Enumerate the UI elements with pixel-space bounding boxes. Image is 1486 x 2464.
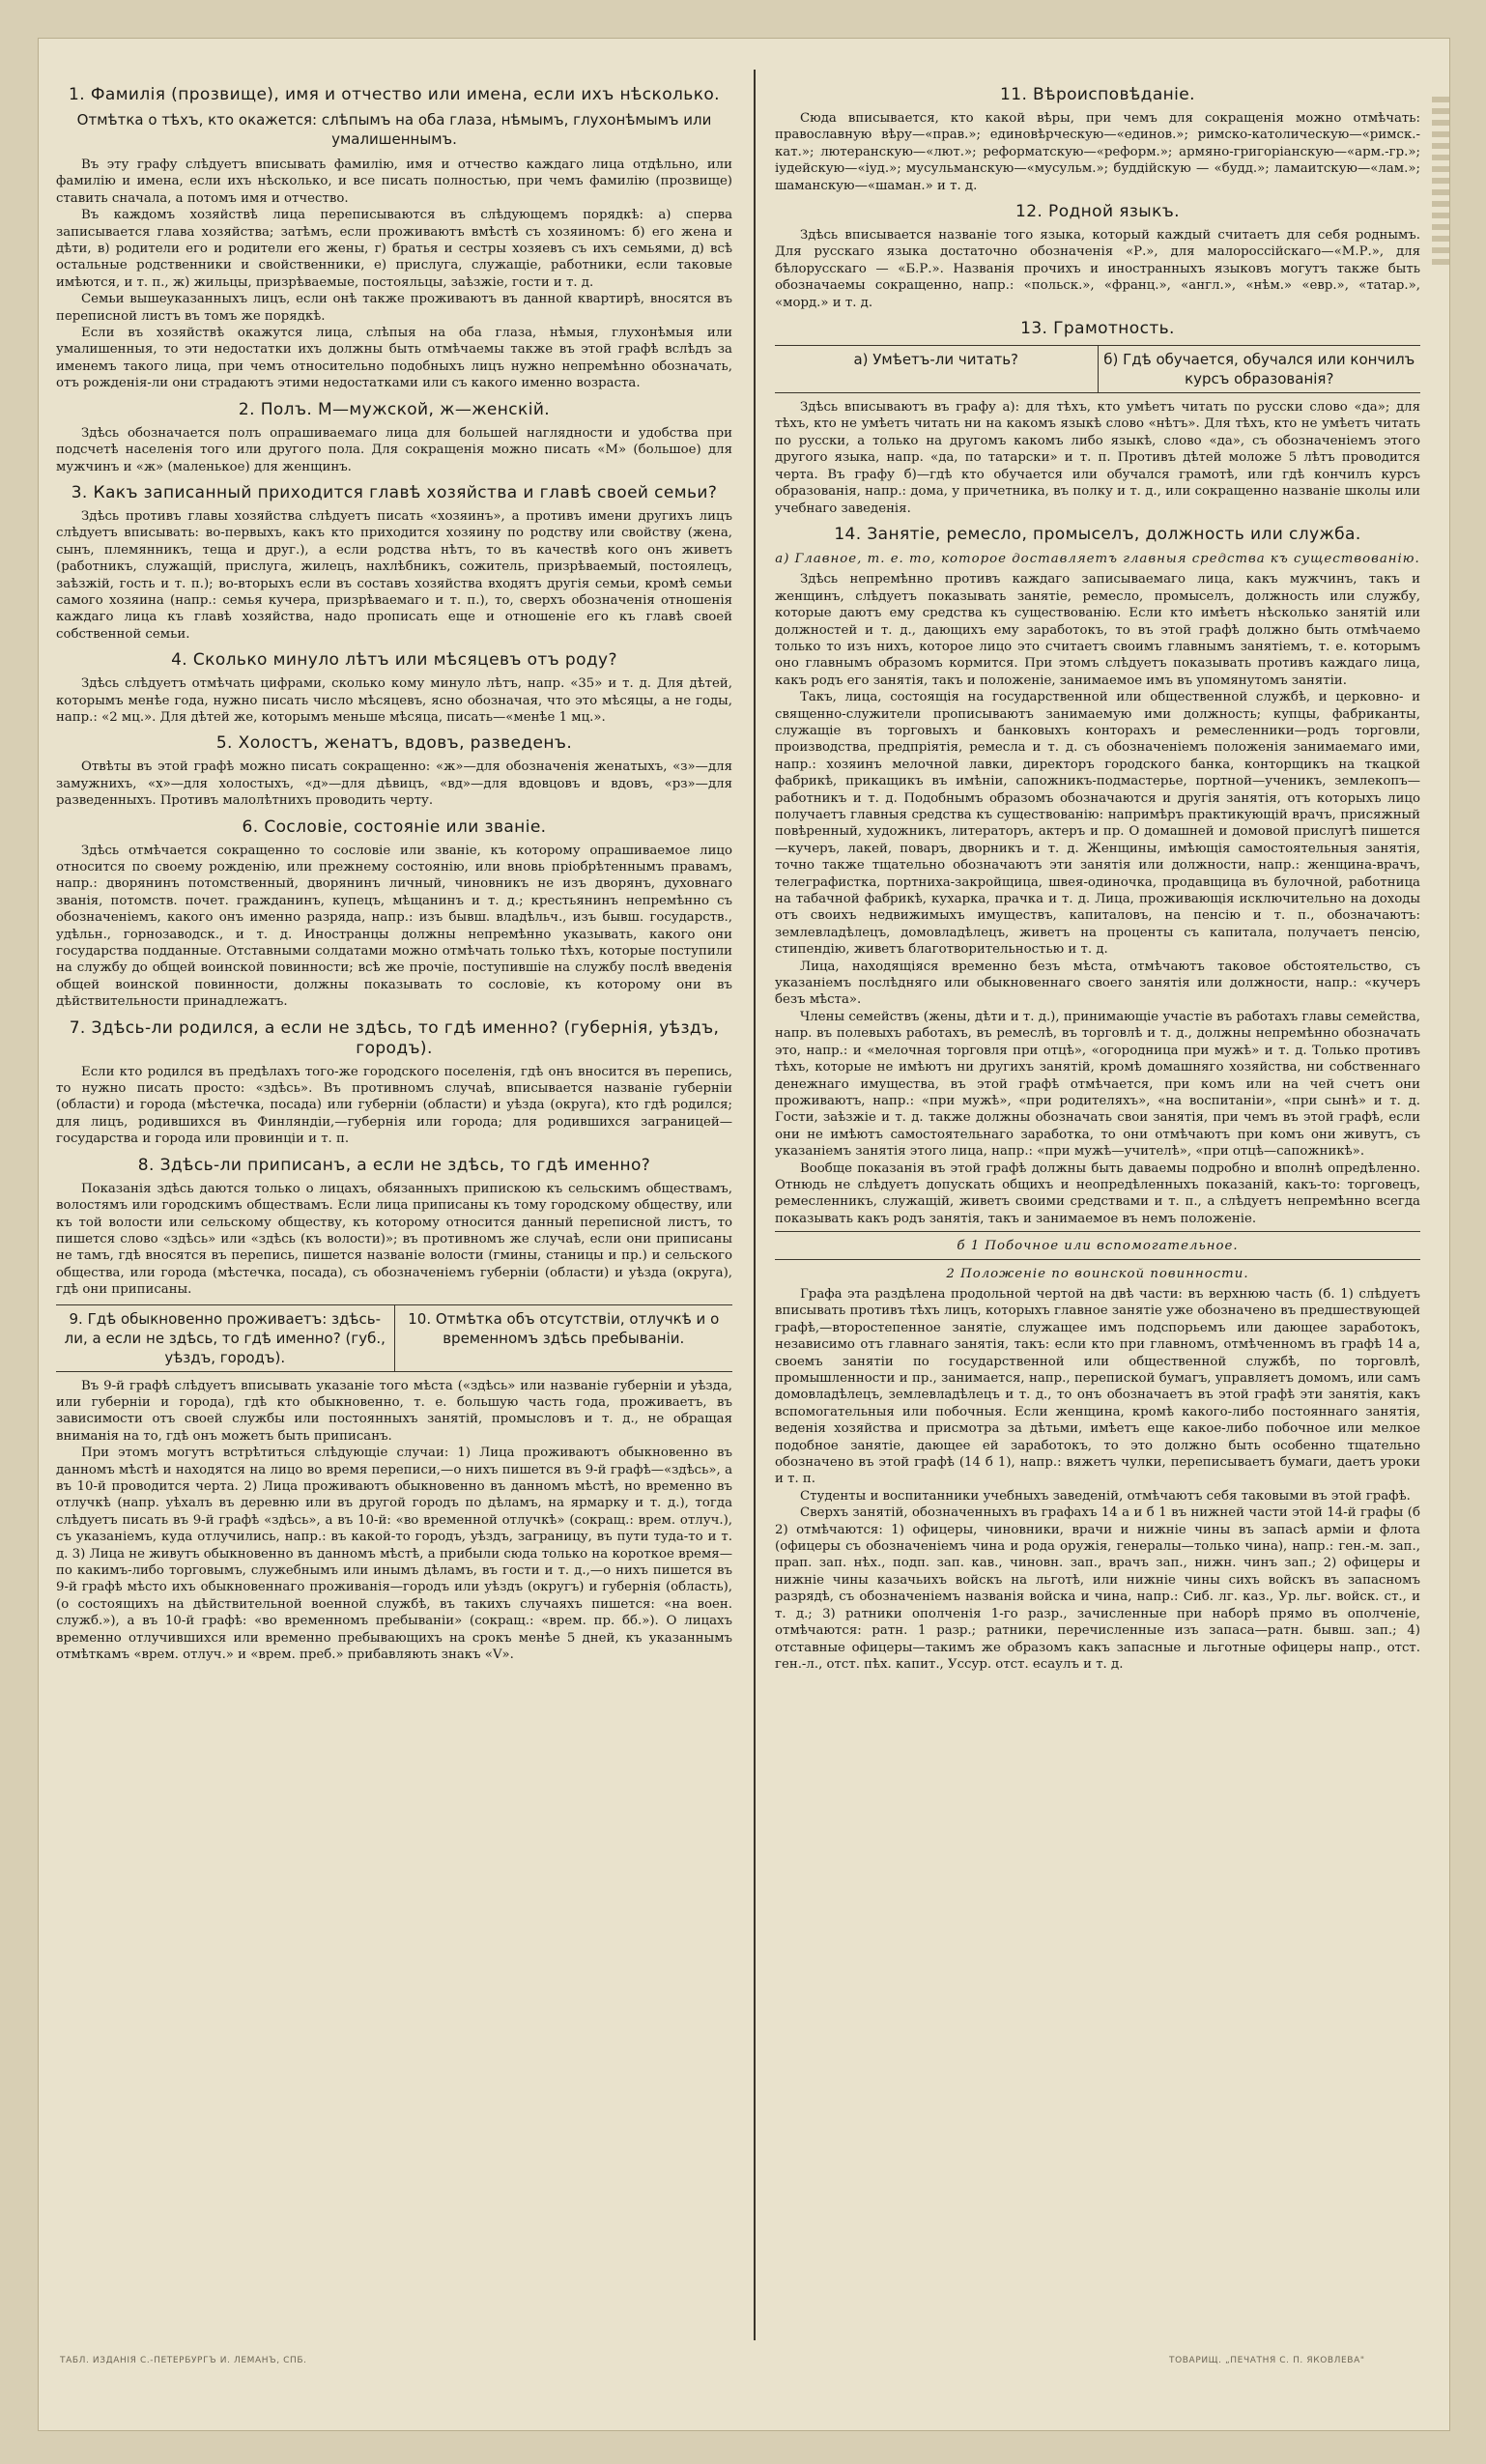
section-13-paragraph: Здѣсь вписываютъ въ графу а): для тѣхъ, кто умѣетъ читать по русски слово «да»; для тѣхъ, кто не умѣетъ читать ни на какомъ языкѣ слово «нѣтъ». Для тѣхъ, кто не умѣетъ читать по русски, а только на другомъ какомъ либо языкѣ, слово «да», съ обозначеніемъ этого другого языка, напр. «да, по татарски» и т. п. Противъ дѣтей моложе 5 лѣтъ проводится черта. Въ графу б)—гдѣ кто обучается или обучался грамотѣ, или гдѣ кончилъ курсъ образованія, напр.: дома, у причетника, въ полку и т. д., или сокращенно названіе школы или учебнаго заведенія.: [775, 400, 1420, 516]
right-column: [775, 77, 1420, 1673]
section-3-paragraph: Здѣсь противъ главы хозяйства слѣдуетъ писать «хозяинъ», а противъ имени другихъ лицъ слѣдуетъ вписывать: во-первыхъ, какъ кто приходится хозяину по родству или свойству (жена, сынъ, племянникъ, теща и друг.), а если родства нѣтъ, то въ качествѣ кого онъ живетъ (работникъ, служащій, прислуга, жилецъ, нахлѣбникъ, сожитель, призрѣваемый, постоялецъ, заѣзжій, гость и т. п.); во-вторыхъ если въ составъ хозяйства входятъ другія семьи, кромѣ семьи самого хозяина (напр.: семья кучера, призрѣваемаго и т. п.), то, сверхъ обозначенія отношенія каждаго лица къ главѣ хозяйства, надо прописать еще и отношеніе его къ главѣ своей собственной семьи.: [56, 508, 732, 642]
section-2-paragraph: Здѣсь обозначается полъ опрашиваемаго лица для большей наглядности и удобства при подсчетѣ населенія того или другого пола. Для сокращенія можно писать «М» (большое) для мужчинъ и «ж» (маленькое) для женщинъ.: [56, 425, 732, 474]
divider: [775, 1259, 1420, 1260]
section-1-paragraph: Въ каждомъ хозяйствѣ лица переписываются въ слѣдующемъ порядкѣ: а) сперва записывается глава хозяйства; затѣмъ, если проживаютъ вмѣстѣ съ хозяиномъ: б) его жена и дѣти, в) родители его и родители его жены, г) братья и сестры хозяевъ съ ихъ семьями, д) всѣ остальные родственники и свойственники, е) прислуга, служащіе, работники, если таковые имѣются, и т. п., ж) жильцы, призрѣваемые, постояльцы, заѣзжіе, гости и т. д.: [56, 208, 732, 290]
section-13-subheader: [775, 345, 1420, 393]
section-4-title: 4. Сколько минуло лѣтъ или мѣсяцевъ отъ роду?: [171, 650, 617, 671]
section-6-title: 6. Сословіе, состояніе или званіе.: [242, 817, 547, 837]
section-13a-title: а) Умѣетъ-ли читать?: [853, 351, 1018, 369]
section-3-title: 3. Какъ записанный приходится главѣ хозяйства и главѣ своей семьи?: [71, 482, 718, 502]
section-8-title: 8. Здѣсь-ли приписанъ, а если не здѣсь, то гдѣ именно?: [137, 1155, 651, 1175]
section-14-paragraph: Графа эта раздѣлена продольной чертой на двѣ части: въ верхнюю часть (б. 1) слѣдуетъ вписывать противъ тѣхъ лицъ, которыхъ главное занятіе уже обозначено въ предшествующей графѣ,—второстепенное занятіе, служащее имъ подспорьемъ или дающее заработокъ, независимо отъ главнаго занятія, такъ: если кто при главномъ, отмѣченномъ въ графѣ 14 а, своемъ занятіи по государственной или общественной службѣ, по торговлѣ, промышленности и пр., занимается, напр., перепиской бумагъ, управляетъ домомъ, или самъ домовладѣлецъ, землевладѣлецъ и т. д., то онъ обозначаетъ въ этой графѣ эти занятія, какъ вспомогательныя или побочныя. Если женщина, кромѣ какого-либо постояннаго занятія, веденія хозяйства и присмотра за дѣтьми, имѣетъ еще какое-либо побочное или мелкое подобное занятіе, дающее ей заработокъ, то это должно быть особенно тщательно обозначено въ этой графѣ (14 б 1), напр.: вяжетъ чулки, переписываетъ бумаги, даетъ уроки и т. п.: [775, 1286, 1420, 1487]
section-14-paragraph: Вообще показанія въ этой графѣ должны быть даваемы подробно и вполнѣ опредѣленно. Отнюдь не слѣдуетъ допускать общихъ и неопредѣленныхъ показаній, какъ-то: торговецъ, ремесленникъ, служащій, живетъ своими средствами и т. п., а слѣдуетъ непремѣнно всегда показывать какъ родъ занятія, такъ и занимаемое въ немъ положеніе.: [775, 1160, 1420, 1226]
section-9-paragraph: При этомъ могутъ встрѣтиться слѣдующіе случаи: 1) Лица проживаютъ обыкновенно въ данномъ мѣстѣ и находятся на лицо во время переписи,—о нихъ пишется въ 9-й графѣ—«здѣсь», а въ 10-й проводится черта. 2) Лица проживаютъ обыкновенно въ данномъ мѣстѣ, но временно въ отлучкѣ (напр. уѣхалъ въ деревню или въ другой городъ по дѣламъ, на ярмарку и т. д.), тогда слѣдуетъ писать въ 9-й графѣ «здѣсь», а въ 10-й: «во временной отлучкѣ» (сокращ.: врем. отлуч.), съ указаніемъ, куда отлучились, напр.: въ какой-то городъ, уѣздъ, заграницу, въ пути туда-то и т. д. 3) Лица не живутъ обыкновенно въ данномъ мѣстѣ, а прибыли сюда только на короткое время—по какимъ-либо торговымъ, служебнымъ или инымъ дѣламъ, въ гости и т. д.,—о нихъ пишется въ 9-й графѣ мѣсто ихъ обыкновеннаго проживанія—городъ или уѣздъ (округъ) и губернія (область), (о состоящихъ на дѣйствительной военной службѣ, въ такихъ случаяхъ пишется: «на воен. служб.»), а въ 10-й графѣ: «во временномъ пребываніи» (сокращ.: «врем. пр. бб.»). О лицахъ временно отлучившихся или временно пребывающихъ на срокъ менѣе 5 дней, къ указаннымъ отмѣткамъ «врем. отлуч.» и «врем. преб.» прибавляють знакъ «V».: [56, 1446, 732, 1663]
section-13b-title: б) Гдѣ обучается, обучался или кончилъ курсъ образованія?: [1098, 346, 1421, 392]
section-1-paragraph: Въ эту графу слѣдуетъ вписывать фамилію, имя и отчество каждаго лица отдѣльно, или фамилію и имена, если ихъ нѣсколько, и все писать полностью, при чемъ фамилію (прозвище) ставить сначала, а потомъ имя и отчество.: [56, 158, 732, 206]
section-12-paragraph: Здѣсь вписывается названіе того языка, который каждый считаетъ для себя роднымъ. Для русскаго языка достаточно обозначенія «Р.», для малороссійскаго—«М.Р.», для бѣлорусскаго — «Б.Р.». Названія прочихъ и иностранныхъ языковъ могутъ также быть обозначаемы сокращенно, напр.: «польск.», «франц.», «англ.», «нѣм.» «евр.», «татар.», «морд.» и т. д.: [775, 228, 1420, 310]
section-1-note: Отмѣтка о тѣхъ, кто окажется: слѣпымъ на оба глаза, нѣмымъ, глухонѣмымъ или умалишеннымъ.: [76, 111, 712, 148]
section-12-title: 12. Родной языкъ.: [1015, 202, 1180, 222]
column-divider: [754, 70, 756, 2340]
section-9-paragraph: Въ 9-й графѣ слѣдуетъ вписывать указаніе того мѣста («здѣсь» или названіе губерніи и уѣзда, или губерніи и города), гдѣ кто обыкновенно, т. е. большую часть года, проживаетъ, въ зависимости отъ своей службы или постоянныхъ занятій, промысловъ и т. д., не обращая вниманія на то, гдѣ онъ можетъ быть приписанъ.: [56, 1378, 732, 1444]
section-5-title: 5. Холостъ, женатъ, вдовъ, разведенъ.: [215, 733, 573, 754]
section-14-paragraph: Лица, находящіяся временно безъ мѣста, отмѣчаютъ таковое обстоятельство, съ указаніемъ послѣдняго или обыкновеннаго своего занятія или должности, напр.: «кучеръ безъ мѣста».: [775, 959, 1420, 1008]
section-14-paragraph: Члены семействъ (жены, дѣти и т. д.), принимающіе участіе въ работахъ главы семейства, напр. въ полевыхъ работахъ, въ ремеслѣ, въ торговлѣ и т. д., должны непремѣнно обозначать это, напр.: и «мелочная торговля при отцѣ», «огородница при мужѣ» и т. д. Только противъ тѣхъ, которые не имѣютъ ни другихъ занятій, кромѣ домашняго хозяйства, ни собственнаго денежнаго имущества, въ этой графѣ отмѣчается, при комъ или на чей счетъ они проживаютъ, напр.: «при мужѣ», «при родителяхъ», «на воспитаніи», «при сынѣ» и т. д. Гости, заѣзжіе и т. д. также должны обозначать свои занятія, при чемъ въ этой графѣ, если они не имѣютъ самостоятельнаго заработка, то они отмѣчаютъ при комъ они живутъ, съ указаніемъ занятія этого лица, напр.: «при мужѣ—учителѣ», «при отцѣ—сапожникѣ».: [775, 1009, 1420, 1160]
section-14-paragraph: Здѣсь непремѣнно противъ каждаго записываемаго лица, какъ мужчинъ, такъ и женщинъ, слѣдуетъ показывать занятіе, ремесло, промыселъ, должность или службу, которые даютъ ему средства къ существованію. Если кто имѣетъ нѣсколько занятій или должностей и т. д., дающихъ ему заработокъ, то въ этой графѣ должно быть отмѣчаемо только то изъ нихъ, которое лицо это считаетъ своимъ главнымъ занятіемъ, т. е. которымъ оно главнымъ образомъ кормится. При этомъ слѣдуетъ показывать противъ каждаго лица, какъ родъ его занятія, такъ и положеніе, занимаемое имъ въ упомянутомъ занятіи.: [775, 572, 1420, 688]
section-1-title: 1. Фамилія (прозвище), имя и отчество или имена, если ихъ нѣсколько.: [69, 85, 720, 104]
section-5-paragraph: Отвѣты въ этой графѣ можно писать сокращенно: «ж»—для обозначенія женатыхъ, «з»—для замужнихъ, «х»—для холостыхъ, «д»—для дѣвицъ, «вд»—для вдовцовъ и вдовъ, «рз»—для разведенныхъ. Противъ малолѣтнихъ проводить черту.: [56, 759, 732, 809]
sections-9-10-header: [56, 1304, 732, 1372]
section-14b2-subtitle: 2 Положеніе по воинской повинности.: [946, 1266, 1249, 1281]
section-10-title: 10. Отмѣтка объ отсутствіи, отлучкѣ и о временномъ здѣсь пребываніи.: [394, 1305, 733, 1371]
census-instruction-sheet: [39, 39, 1449, 2430]
printer-imprint-left: ТАБЛ. ИЗДАНІЯ С.-ПЕТЕРБУРГЪ И. ЛЕМАНЪ, СПБ.: [60, 2356, 307, 2365]
section-11-paragraph: Сюда вписывается, кто какой вѣры, при чемъ для сокращенія можно отмѣчать: православную вѣру—«прав.»; единовѣрческую—«единов.»; римско-католическую—«римск.-кат.»; лютеранскую—«лют.»; реформатскую—«реформ.»; армяно-григоріанскую—«арм.-гр.»; іудейскую—«іуд.»; мусульманскую—«мусульм.»; буддійскую — «будд.»; ламаитскую—«лам.»; шаманскую—«шаман.» и т. д.: [775, 111, 1420, 193]
section-1-paragraph: Если въ хозяйствѣ окажутся лица, слѣпыя на оба глаза, нѣмыя, глухонѣмыя или умалишенныя, то эти недостатки ихъ должны быть отмѣчаемы также въ этой графѣ вслѣдъ за именемъ такого лица, при чемъ относительно подобныхъ лицъ нужно непремѣнно обозначать, отъ рожденія-ли они страдаютъ этими недостатками или съ какого именно возраста.: [56, 326, 732, 391]
section-14-paragraph: Такъ, лица, состоящія на государственной или общественной службѣ, и церковно- и священно-служители прописываютъ занимаемую ими должность; купцы, фабриканты, служащіе въ торговыхъ и банковыхъ конторахъ и ремесленники—родъ торговли, производства, предпріятія, ремесла и т. д. съ обозначеніемъ положенія занимаемаго ими, напр.: хозяинъ мелочной лавки, директоръ городского банка, конторщикъ на ткацкой фабрикѣ, прикащикъ въ имѣніи, сапожникъ-подмастерье, портной—ученикъ, землекопъ—работникъ и т. д. Подобнымъ образомъ обозначаются и другія занятія, отъ которыхъ лицо получаетъ главныя средства къ существованію: напримѣръ практикующій врачъ, присяжный повѣренный, художникъ, литераторъ, актеръ и пр. О домашней и домовой прислугѣ пишется—кучеръ, лакей, поваръ, дворникъ и т. д. Женщины, имѣющія самостоятельныя занятія, точно также тщательно обозначаютъ эти занятія или должности, напр.: женщина-врачъ, телеграфистка, портниха-закройщица, швея-одиночка, продавщица въ булочной, работница на табачной фабрикѣ, кухарка, прачка и т. д. Лица, проживающія исключительно на доходы отъ своихъ недвижимыхъ имуществъ, капиталовъ, на пенсію и т. п., обозначаютъ: землевладѣлецъ, домовладѣлецъ, живетъ на проценты съ капитала, получаетъ пенсію, стипендію, живетъ благотворительностью и т. д.: [775, 690, 1420, 958]
section-1-paragraph: Семьи вышеуказанныхъ лицъ, если онѣ также проживаютъ въ данной квартирѣ, вносятся въ переписной листъ въ томъ же порядкѣ.: [56, 292, 732, 324]
bleed-through-margin: [1432, 97, 1449, 271]
section-8-paragraph: Показанія здѣсь даются только о лицахъ, обязанныхъ припискою къ сельскимъ обществамъ, волостямъ или городскимъ обществамъ. Если лица приписаны къ тому городскому обществу, или къ той волости или сельскому обществу, къ которому относится данный переписной листъ, то пишется слово «здѣсь» или «здѣсь (къ волости)»; въ противномъ же случаѣ, если они приписаны не тамъ, гдѣ вносятся въ перепись, пишется названіе волости (гмины, станицы и пр.) и сельского общества, или города (мѣстечка, посада), съ обозначеніемъ губерніи (области) и уѣзда (округа), гдѣ они приписаны.: [56, 1181, 732, 1298]
section-11-title: 11. Вѣроисповѣданіе.: [1000, 85, 1195, 104]
section-2-title: 2. Полъ. М—мужской, ж—женскій.: [238, 399, 551, 419]
section-7-title: 7. Здѣсь-ли родился, а если не здѣсь, то гдѣ именно? (губернія, уѣздъ, городъ).: [69, 1017, 720, 1058]
section-4-paragraph: Здѣсь слѣдуетъ отмѣчать цифрами, сколько кому минуло лѣтъ, напр. «35» и т. д. Для дѣтей, которымъ менѣе года, нужно писать число мѣсяцевъ, ясно обозначая, что это мѣсяцы, а не годы, напр.: «2 мц.». Для дѣтей же, которымъ меньше мѣсяца, писать—«менѣе 1 мц.».: [56, 676, 732, 725]
section-13-title: 13. Грамотность.: [1020, 319, 1175, 339]
section-14-title: 14. Занятіе, ремесло, промыселъ, должность или служба.: [834, 524, 1361, 544]
section-9-title: 9. Гдѣ обыкновенно проживаетъ: здѣсь-ли, а если не здѣсь, то гдѣ именно? (губ., уѣздъ, городъ).: [64, 1309, 386, 1366]
printer-imprint-right: ТОВАРИЩ. „ПЕЧАТНЯ С. П. ЯКОВЛЕВА": [1169, 2356, 1365, 2365]
section-14a-subtitle: а) Главное, т. е. то, которое доставляетъ главныя средства къ существованію.: [775, 551, 1420, 566]
section-7-paragraph: Если кто родился въ предѣлахъ того-же городского поселенія, гдѣ онъ вносится въ перепись, то нужно писать просто: «здѣсь». Въ противномъ случаѣ, вписывается названіе губерніи (области) и города (мѣстечка, посада) или губерніи (области) и уѣзда (округа), кто гдѣ родился; для лицъ, родившихся въ Финляндіи,—губернія или города; для родившихся заграницей—государства и города или провинціи и т. п.: [56, 1064, 732, 1147]
left-column: [56, 77, 732, 1663]
divider: [775, 1231, 1420, 1232]
section-14-paragraph: Студенты и воспитанники учебныхъ заведеній, отмѣчаютъ себя таковыми въ этой графѣ.: [800, 1488, 1411, 1504]
section-14b1-subtitle: б 1 Побочное или вспомогательное.: [957, 1239, 1239, 1254]
section-14-paragraph: Сверхъ занятій, обозначенныхъ въ графахъ 14 а и б 1 въ нижней части этой 14-й графы (б 2) отмѣчаются: 1) офицеры, чиновники, врачи и нижніе чины въ запасѣ арміи и флота (офицеры съ обозначеніемъ чина и рода оружія, генералы—только чина), напр.: ген.-м. зап., прап. зап. нѣх., подп. зап. кав., чиновн. зап., врачъ зап., нижн. чинъ зап.; 2) офицеры и нижніе чины казачьихъ войскъ на льготѣ, или нижніе чины сихъ войскъ въ запасномъ разрядѣ, съ обозначеніемъ названія войска и чина, напр.: Сиб. лг. каз., Ур. льг. войск. ст., и т. д.; 3) ратники ополченія 1-го разр., зачисленные при наборѣ прямо въ ополченіе, отмѣчаются: ратн. 1 разр.; ратники, перечисленные изъ запаса—ратн. бывш. зап.; 4) отставные офицеры—такимъ же образомъ какъ запасные и льготные офицеры напр., отст. ген.-л., отст. пѣх. капит., Уссур. отст. есаулъ и т. д.: [775, 1505, 1420, 1672]
section-6-paragraph: Здѣсь отмѣчается сокращенно то сословіе или званіе, къ которому опрашиваемое лицо относится по своему рожденію, или прежнему состоянію, или вновь пріобрѣтеннымъ правамъ, напр.: дворянинъ потомственный, дворянинъ личный, чиновникъ не изъ дворянъ, духовнаго званія, потомств. почет. гражданинъ, купецъ, мѣщанинъ и т. д.; крестьянинъ непремѣнно съ обозначеніемъ, какого онъ именно разряда, напр.: изъ бывш. владѣльч., изъ бывш. государств., удѣльн., горнозаводск., и т. д. Иностранцы должны непремѣнно указывать, какого они государства подданные. Отставными солдатами можно отмѣчать только тѣхъ, которые поступили на службу до общей воинской повинности; всѣ же прочіе, поступившіе на службу послѣ введенія общей воинской повинности, должны показывать то сословіе, къ которому они въ дѣйствительности принадлежатъ.: [56, 843, 732, 1010]
